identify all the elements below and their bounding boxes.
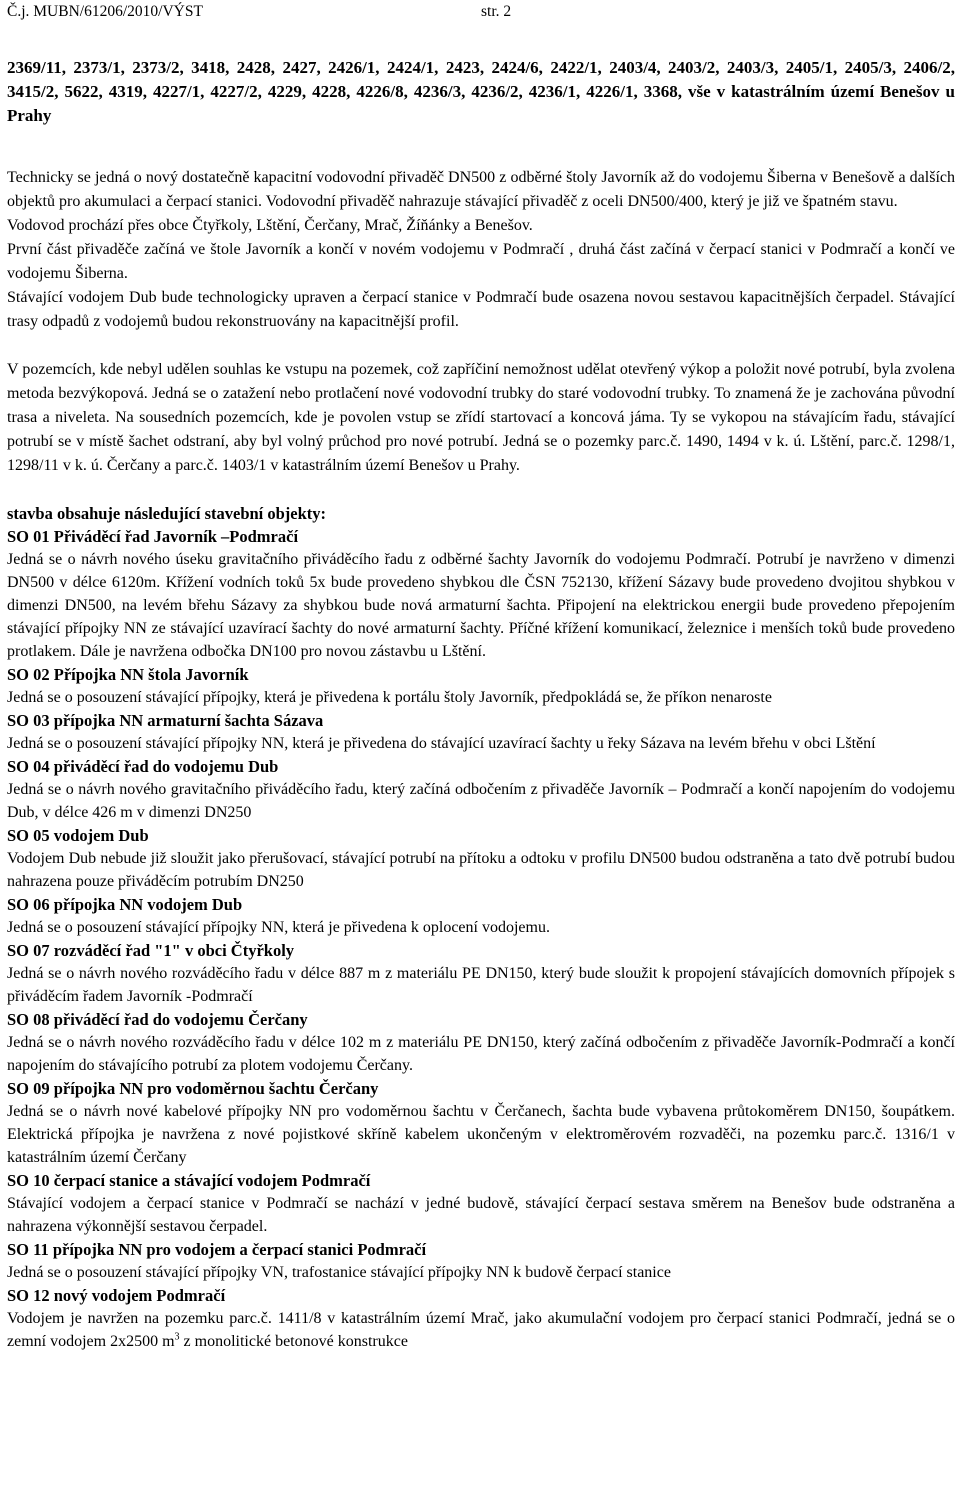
object-text: Jedná se o posouzení stávající přípojky NN, která je přivedena k oplocení vodojemu. <box>7 919 550 936</box>
object-text: Jedná se o návrh nového gravitačního přiváděcího řadu, který začíná odbočením z přivaděče Javorník – Podmračí a končí napojením do vodojemu Dub, v délce 426 m v dimenzi DN250 <box>7 781 955 821</box>
object-title: SO 08 přiváděcí řad do vodojemu Čerčany <box>7 1010 308 1029</box>
object-title: SO 01 Přiváděcí řad Javorník –Podmračí <box>7 527 299 546</box>
object-title: SO 11 přípojka NN pro vodojem a čerpací stanici Podmračí <box>7 1240 427 1259</box>
object-text: Jedná se o návrh nového úseku gravitačního přiváděcího řadu z odběrné šachty Javorník do vodojemu Podmračí. Potrubí je navrženo v dimenzi DN500 v délce 6120m. Křížení vodních toků 5x bude provedeno shybkou dle ČSN 752130, křížení Sázavy bude provedeno dvojitou shybkou v dimenzi DN500, na levém břehu Sázavy za shybkou bude nová armaturní šachta. Připojení na elektrickou energii bude provedeno přepojením stávající přípojky NN ze stávající uzavírací šachty do nové armaturní šachty. Příčné křížení komunikací, železnice i menších toků bude provedeno protlakem. Dále je navržena odbočka DN100 pro novou zástavbu u Lštění. <box>7 551 955 660</box>
intro-paragraph: Vodovod prochází přes obce Čtyřkoly, Lštění, Čerčany, Mrač, Žíňánky a Benešov. <box>7 217 533 234</box>
document-page <box>7 0 955 1353</box>
objects-heading: stavba obsahuje následující stavební objekty: <box>7 504 327 523</box>
object-text: Jedná se o návrh nové kabelové přípojky NN pro vodoměrnou šachtu v Čerčanech, šachta bude vybavena průtokoměrem DN150, šoupátkem. Elektrická přípojka je navržena z nové pojistkové skříně kabelem ukončeným v elektroměrovém rozvaděči, na pozemku parc.č. 1316/1 v katastrálním území Čerčany <box>7 1103 955 1166</box>
object-title: SO 03 přípojka NN armaturní šachta Sázava <box>7 711 324 730</box>
page-number: str. 2 <box>481 3 512 20</box>
object-text <box>7 1307 955 1353</box>
object-text: Stávající vodojem a čerpací stanice v Podmračí se nachází v jedné budově, stávající čerpací sestava směrem na Benešov bude odstraněna a nahrazena výkonnější sestavou čerpadel. <box>7 1195 955 1235</box>
object-title: SO 02 Přípojka NN štola Javorník <box>7 665 249 684</box>
method-section <box>7 358 955 478</box>
object-text-part: Vodojem je navržen na pozemku parc.č. 1411/8 v katastrálním území Mrač, jako akumulační vodojem pro čerpací stanici Podmračí, jedná se o zemní vodojem 2x2500 m <box>7 1310 955 1350</box>
intro-paragraph: První část přivaděče začíná ve štole Javorník a končí v novém vodojemu v Podmračí , druhá část začíná v čerpací stanici v Podmračí a končí ve vodojemu Šiberna. <box>7 241 955 282</box>
object-title: SO 07 rozváděcí řad "1" v obci Čtyřkoly <box>7 941 295 960</box>
page-header <box>7 0 955 26</box>
object-text: Jedná se o návrh nového rozváděcího řadu v délce 887 m z materiálu PE DN150, který bude sloužit k propojení stávajících domovních přípojek s přiváděcím řadem Javorník -Podmračí <box>7 965 955 1005</box>
object-text: Jedná se o návrh nového rozváděcího řadu v délce 102 m z materiálu PE DN150, který začíná odbočením z přivaděče Javorník-Podmračí a končí napojením do stávajícího potrubí za plotem vodojemu Čerčany. <box>7 1034 955 1074</box>
object-text: Vodojem Dub nebude již sloužit jako přerušovací, stávající potrubí na přítoku a odtoku v profilu DN500 budou odstraněna a tato dvě potrubí budou nahrazena pouze přiváděcím potrubím DN250 <box>7 850 955 890</box>
reference-number: Č.j. MUBN/61206/2010/VÝST <box>7 3 203 20</box>
parcel-list: 2369/11, 2373/1, 2373/2, 3418, 2428, 2427, 2426/1, 2424/1, 2423, 2424/6, 2422/1, 2403/4, 2403/2, 2403/3, 2405/1, 2405/3, 2406/2, 3415/2, 5622, 4319, 4227/1, 4227/2, 4229, 4228, 4226/8, 4236/3, 4236/2, 4236/1, 4226/1, 3368, vše v katastrálním území Benešov u Prahy <box>7 58 955 125</box>
intro-paragraph: Technicky se jedná o nový dostatečně kapacitní vodovodní přivaděč DN500 z odběrné štoly Javorník až do vodojemu Šiberna v Benešově a dalších objektů pro akumulaci a čerpací stanici. Vodovodní přivaděč nahrazuje stávající přivaděč z oceli DN500/400, který je již ve špatném stavu. <box>7 169 955 210</box>
object-title: SO 12 nový vodojem Podmračí <box>7 1286 226 1305</box>
object-text: Jedná se o posouzení stávající přípojky, která je přivedena k portálu štoly Javorník, předpokládá se, že příkon nenaroste <box>7 689 772 706</box>
objects-section <box>7 502 955 1353</box>
intro-paragraph: Stávající vodojem Dub bude technologicky upraven a čerpací stanice v Podmračí bude osazena novou sestavou kapacitnějších čerpadel. Stávající trasy odpadů z vodojemů budou rekonstruovány na kapacitnější profil. <box>7 289 955 330</box>
object-text: Jedná se o posouzení stávající přípojky VN, trafostanice stávající přípojky NN k budově čerpací stanice <box>7 1264 671 1281</box>
object-title: SO 06 přípojka NN vodojem Dub <box>7 895 243 914</box>
technical-description <box>7 166 955 334</box>
method-paragraph: V pozemcích, kde nebyl udělen souhlas ke vstupu na pozemek, což zapříčiní nemožnost udělat otevřený výkop a položit nové potrubí, byla zvolena metoda bezvýkopová. Jedná se o zatažení nebo protlačení nové vodovodní trubky do staré vodovodní trubky. To znamená že je zachována původní trasa a niveleta. Na sousedních pozemcích, kde je povolen vstup se zřídí startovací a koncová jáma. Ty se vykopou na stávajícím řadu, stávající potrubí se v místě šachet odstraní, aby byl volný průchod pro nové potrubí. Jedná se o pozemky parc.č. 1490, 1494 v k. ú. Lštění, parc.č. 1298/1, 1298/11 v k. ú. Čerčany a parc.č. 1403/1 v katastrálním území Benešov u Prahy. <box>7 361 955 474</box>
object-text: Jedná se o posouzení stávající přípojky NN, která je přivedena do stávající uzavírací šachty u řeky Sázava na levém břehu v obci Lštění <box>7 735 876 752</box>
superscript: 3 <box>174 1331 180 1343</box>
object-title: SO 04 přiváděcí řad do vodojemu Dub <box>7 757 279 776</box>
object-title: SO 09 přípojka NN pro vodoměrnou šachtu Čerčany <box>7 1079 379 1098</box>
object-text-part: z monolitické betonové konstrukce <box>179 1333 408 1350</box>
object-title: SO 05 vodojem Dub <box>7 826 149 845</box>
object-title: SO 10 čerpací stanice a stávající vodojem Podmračí <box>7 1171 371 1190</box>
